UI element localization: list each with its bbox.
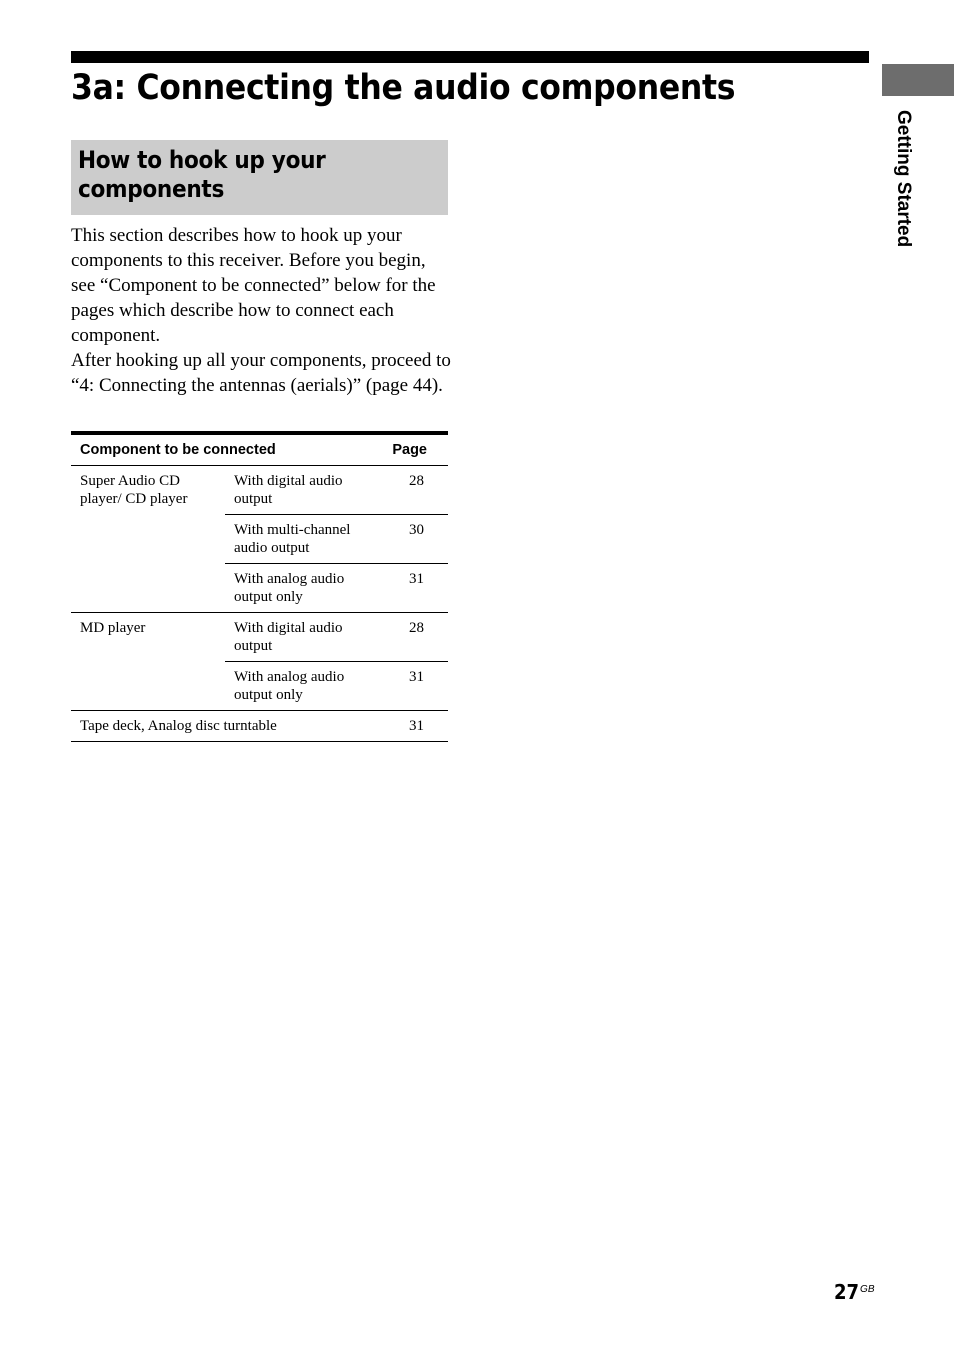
option-cell: With multi-channel audio output (225, 515, 383, 564)
section-heading (78, 146, 441, 204)
page-cell: 28 (383, 466, 448, 515)
intro-paragraph: This section describes how to hook up your components to this receiver. Before you begin, see “Component to be connected” below for the pages which describe how to connect each component. (71, 225, 436, 346)
side-tab-label: Getting Started (893, 110, 914, 248)
option-cell: With analog audio output only (225, 662, 383, 711)
next-step-paragraph: After hooking up all your components, proceed to “4: Connecting the antennas (aerials)” (page 44). (71, 350, 451, 396)
section-heading-line1: How to hook up your (78, 146, 326, 174)
page-number (834, 1280, 875, 1304)
body-text (71, 223, 451, 398)
page-cell: 30 (383, 515, 448, 564)
component-cell: Tape deck, Analog disc turntable (71, 711, 383, 742)
component-table (71, 431, 448, 742)
page-number-suffix: GB (860, 1284, 875, 1295)
page-cell: 31 (383, 662, 448, 711)
page-cell: 31 (383, 564, 448, 613)
option-cell: With digital audio output (225, 466, 383, 515)
header-page: Page (383, 433, 448, 466)
table-row (71, 466, 448, 515)
table-row (71, 613, 448, 662)
page-cell: 31 (383, 711, 448, 742)
page-cell: 28 (383, 613, 448, 662)
table-header-row (71, 433, 448, 466)
option-cell: With analog audio output only (225, 564, 383, 613)
section-heading-box (71, 140, 448, 215)
title-rule (71, 51, 869, 63)
page-number-value: 27 (834, 1280, 860, 1304)
header-component: Component to be connected (71, 433, 383, 466)
component-cell: MD player (71, 613, 225, 711)
section-heading-line2: components (78, 175, 225, 203)
side-tab-bar (882, 64, 954, 96)
option-cell: With digital audio output (225, 613, 383, 662)
table-row (71, 711, 448, 742)
component-cell: Super Audio CD player/ CD player (71, 466, 225, 613)
page-title: 3a: Connecting the audio components (71, 68, 736, 108)
